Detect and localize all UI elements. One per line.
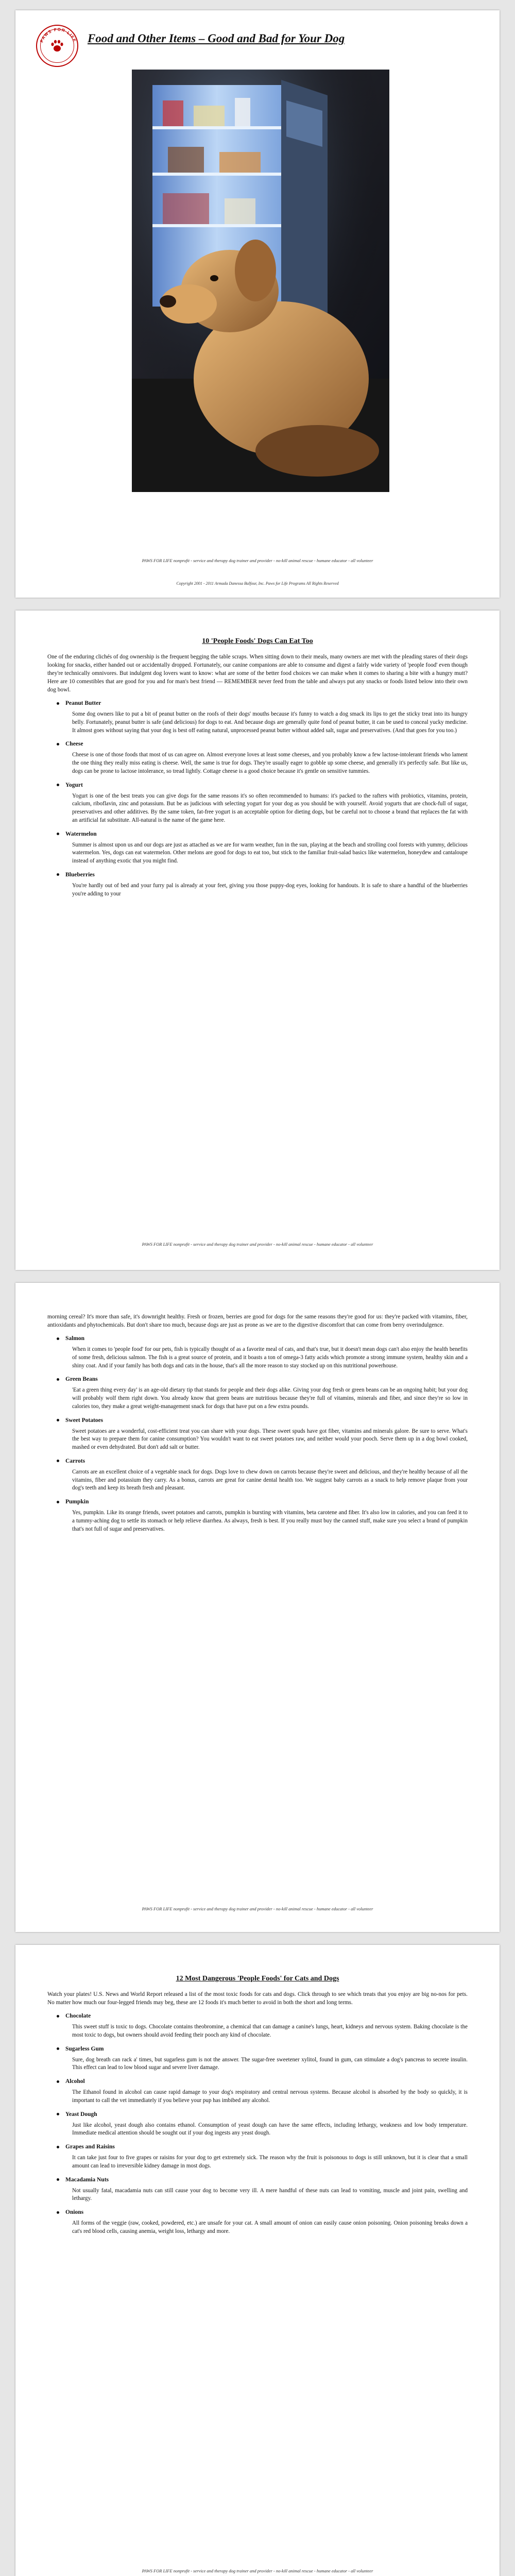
item-title: Alcohol: [65, 2078, 85, 2085]
item-title: Salmon: [65, 1335, 85, 1342]
item-text: The Ethanol found in alcohol can cause rapid damage to your dog's respiratory and central nervous systems. Because alcohol is absorbed by the body so quickly, it is important to call the vet immediately if you believe your pup has imbibed any alcohol.: [72, 2089, 468, 2104]
item-text: Just like alcohol, yeast dough also contains ethanol. Consumption of yeast dough can have the same effects, including lethargy, weakness and low body temperature. Immediate medical attention should be sought out if your dog ingests any yeast dough.: [72, 2122, 468, 2137]
dangerous-foods-list: [47, 2013, 468, 2236]
item-text: Carrots are an excellent choice of a vegetable snack for dogs. Dogs love to chew down on carrots because they're sweet and delicious, and they're healthy because of all the vitamins, fiber and potassium they carry. As a bonus, carrots are great for canine dental health too. We suggest baby carrots as a snack to help remove plaque from your dog's teeth and keep its breath fresh and pleasant.: [72, 1468, 468, 1492]
continued-paragraph: morning cereal? It's more than safe, it's downright healthy. Fresh or frozen, berries are good for dogs for the same reasons they're good for us: they're packed with vitamins, fiber, antioxidants and phytochemicals. But don't share too much, because dogs are just as prone as we are to the digestive discomfort that can come from berry overindulgence.: [47, 1314, 468, 1329]
bullet-icon: [57, 2178, 59, 2181]
svg-text:PAWS FOR LIFE: PAWS FOR LIFE: [39, 27, 77, 43]
list-item: [57, 2078, 468, 2105]
copyright-notice: Copyright 2001 - 2011 Armada Danessa Balfour, Inc. Paws for Life Programs All Rights Reserved: [176, 581, 339, 586]
list-item: [57, 2177, 468, 2204]
list-item: [57, 2013, 468, 2040]
item-title: Sweet Potatoes: [65, 1417, 104, 1423]
list-item: [57, 741, 468, 775]
page-footer: PAWS FOR LIFE nonprofit - service and therapy dog trainer and provider - no-kill animal rescue - humane educator - all volunteer: [142, 558, 373, 563]
bullet-icon: [57, 2047, 59, 2050]
item-title: Macadamia Nuts: [65, 2176, 109, 2183]
list-item: [57, 2209, 468, 2236]
safe-foods-list: [47, 700, 468, 898]
bullet-icon: [57, 873, 59, 876]
list-item: [57, 872, 468, 899]
item-text: Sweet potatoes are a wonderful, cost-efficient treat you can share with your dogs. These sweet spuds have got fiber, vitamins and minerals galore. Be sure to serve. What's the best way to prepare them for canine consumption? You wouldn't want to eat sweet potatoes raw, and neither would your pooch. Serve them up in a dog bowl cooked, mashed or even dehydrated. But don't add salt or butter.: [72, 1428, 468, 1451]
document-page-1: [15, 10, 500, 598]
item-text: When it comes to 'people food' for our pets, fish is typically thought of as a favorite meal of cats, and that's true, but it doesn't mean dogs can't also enjoy the health benefits of some fresh, delicious salmon. The fish is a great source of protein, and it boasts a ton of omega-3 fatty acids which promote a strong immune system, healthy skin and a shiny coat. And if your family has both dogs and cats in the house, that's all the more reason to stay stocked up on this nutritional powerhouse.: [72, 1346, 468, 1369]
item-title: Watermelon: [65, 831, 97, 837]
bullet-icon: [57, 1460, 59, 1462]
list-item: [57, 1376, 468, 1411]
item-text: Some dog owners like to put a bit of peanut butter on the roofs of their dogs' mouths because it's funny to watch a dog smack its lips to get the sticky treat into its hungry belly. Fortunately, peanut butter is safe (and delicious) for dogs to eat. And because dogs are generally quite fond of peanut butter, it can be used to conceal yucky medicine. It almost goes without saying that your dog is best off eating natural, unprocessed peanut butter without added salt, sugar and preservatives. (And that goes for you too.): [72, 711, 468, 734]
item-title: Onions: [65, 2209, 84, 2216]
list-item: [57, 2111, 468, 2138]
item-title: Yeast Dough: [65, 2111, 97, 2117]
list-item: [57, 2144, 468, 2171]
bullet-icon: [57, 1337, 59, 1340]
bullet-icon: [57, 1501, 59, 1503]
list-item: [57, 1499, 468, 1533]
list-item: [57, 1458, 468, 1493]
document-page-2: [15, 611, 500, 1270]
bullet-icon: [57, 784, 59, 786]
item-title: Green Beans: [65, 1376, 98, 1383]
item-title: Blueberries: [65, 871, 95, 878]
item-title: Chocolate: [65, 2013, 91, 2020]
item-title: Sugarless Gum: [65, 2045, 104, 2052]
bullet-icon: [57, 2211, 59, 2214]
item-text: You're hardly out of bed and your furry pal is already at your feet, giving you those puppy-dog eyes, looking for handouts. It is safe to share a handful of the blueberries you're adding to your: [72, 882, 468, 897]
paw-icon: [49, 38, 65, 54]
item-text: Yogurt is one of the best treats you can give dogs for the same reasons it's so often recommended to humans: it's packed to the rafters with probiotics, vitamins, protein, calcium, riboflavin, zinc and potassium. But be as judicious with selecting yogurt for your dog as you should be with yourself. Avoid yogurts that are chock-full of sugar, preservatives and other additives. By the same token, fat-free yogurt is an acceptable option for dieting dogs, but be careful not to choose a brand that replaces the fat with an artificial fat substitute. All-natural is the name of the game here.: [72, 792, 468, 823]
safe-foods-list-continued: [47, 1335, 468, 1533]
bullet-icon: [57, 2080, 59, 2083]
paws-for-life-logo: [36, 25, 78, 67]
document-page-4: [15, 1945, 500, 2576]
item-title: Grapes and Raisins: [65, 2144, 115, 2150]
item-text: Yes, pumpkin. Like its orange friends, sweet potatoes and carrots, pumpkin is bursting with vitamins, beta carotene and fiber. It's also low in calories, and you can feed it to a tummy-aching dog to settle its stomach or help relieve diarrhea. As always, fresh is best. If you really must buy the canned stuff, make sure you select a brand of pumpkin that's not full of sugar and preservatives.: [72, 1510, 468, 1532]
item-text: All forms of the veggie (raw, cooked, powdered, etc.) are unsafe for your cat. A small amount of onion can easily cause onion poisoning. Onion poisoning breaks down a cat's red blood cells, causing anemia, weight loss, lethargy and more.: [72, 2220, 468, 2234]
item-text: This sweet stuff is toxic to dogs. Chocolate contains theobromine, a chemical that can damage a canine's lungs, heart, kidneys and nervous system. Baking chocolate is the most toxic to dogs, but owners should avoid feeding their pooch any kind of chocolate.: [72, 2024, 468, 2038]
item-title: Peanut Butter: [65, 700, 101, 707]
list-item: [57, 782, 468, 825]
page-footer: PAWS FOR LIFE nonprofit - service and therapy dog trainer and provider - no-kill animal rescue - humane educator - all volunteer: [142, 1242, 373, 1247]
item-text: Not usually fatal, macadamia nuts can still cause your dog to become very ill. A mere handful of these nuts can lead to vomiting, muscle and joint pain, swelling and lethargy.: [72, 2187, 468, 2202]
list-item: [57, 2046, 468, 2073]
intro-paragraph: Watch your plates! U.S. News and World Report released a list of the most toxic foods for cats and dogs. Click through to see which treats that you enjoy are big no-nos for pets. No matter how much our four-legged friends may beg, these are 12 foods it's much better to avoid in both the short and long terms.: [47, 1991, 468, 2006]
item-text: 'Eat a green thing every day' is an age-old dietary tip that stands for people and their dogs alike. Giving your dog fresh or green beans can be an ongoing habit; but your dog will probably wolf them right down. You already know that green beans are nutritious because they're full of vitamins, minerals and fiber, and since they're so low in calories too, they make a great weight-management snack for dogs that have put on a few extra pounds.: [72, 1387, 468, 1410]
document-page-3: [15, 1283, 500, 1932]
bullet-icon: [57, 1378, 59, 1381]
bullet-icon: [57, 833, 59, 835]
bullet-icon: [57, 2146, 59, 2148]
section-heading-safe-foods: 10 'People Foods' Dogs Can Eat Too: [202, 637, 313, 645]
bullet-icon: [57, 2113, 59, 2115]
bullet-icon: [57, 743, 59, 745]
item-title: Cheese: [65, 741, 83, 748]
list-item: [57, 831, 468, 866]
item-title: Pumpkin: [65, 1499, 89, 1505]
item-title: Carrots: [65, 1458, 85, 1464]
document-title: Food and Other Items – Good and Bad for Your Dog: [88, 32, 345, 45]
item-title: Yogurt: [65, 782, 83, 788]
item-text: Sure, dog breath can rack a' times, but sugarless gum is not the answer. The sugar-free sweetener xylitol, found in gum, can stimulate a dog's pancreas to secrete insulin. This effect can lead to low blood sugar and severe liver damage.: [72, 2056, 468, 2071]
page-footer: PAWS FOR LIFE nonprofit - service and therapy dog trainer and provider - no-kill animal rescue - humane educator - all volunteer: [142, 2568, 373, 2573]
list-item: [57, 700, 468, 735]
dog-at-refrigerator-photo: [132, 70, 389, 492]
list-item: [57, 1417, 468, 1452]
bullet-icon: [57, 2015, 59, 2018]
page-footer: PAWS FOR LIFE nonprofit - service and therapy dog trainer and provider - no-kill animal rescue - humane educator - all volunteer: [142, 1906, 373, 1911]
item-text: It can take just four to five grapes or raisins for your dog to get extremely sick. The reason why the fruit is poisonous to dogs is still unknown, but it is clear that a small amount can lead to irreversible kidney damage in most dogs.: [72, 2155, 468, 2169]
item-text: Summer is almost upon us and our dogs are just as attached as we are for warm weather, fun in the sun, playing at the beach and strolling cool forests with yummy, delicious watermelon. Yes, dogs can eat watermelon. Other melons are good for dogs to eat too, but stick to the familiar fruit-salad basics like watermelon, honeydew and cantaloupe instead of anything exotic that you might find.: [72, 841, 468, 865]
intro-paragraph: One of the enduring clichés of dog ownership is the frequent begging the table scraps. When sitting down to their meals, many owners are met with the pleading stares of their dogs looking for snacks, either handed out or accidentally dropped. Fortunately, our canine companions are able to consume and digest a fairly wide variety of 'people food' even though they're technically omnivores. But indulgent dog lovers want to know: what are some of the better food choices we can make when it comes to sharing a bite with a hungry mutt? Here are 10 comestibles that are good for you and for man's best friend — REMEMBER never feed from the table and always put any snacks or foods listed below into their own dog bowl.: [47, 654, 468, 693]
list-item: [57, 1335, 468, 1370]
section-heading-dangerous-foods: 12 Most Dangerous 'People Foods' for Cats and Dogs: [176, 1975, 339, 1982]
bullet-icon: [57, 1419, 59, 1421]
item-text: Cheese is one of those foods that most of us can agree on. Almost everyone loves at least some cheeses, and you probably know a few lactose-intolerant friends who lament the one thing they really miss eating is cheese. Well, the same is true for dogs. They're usually eager to gobble up some cheese, and generally it's perfectly safe. But like us, dogs can be prone to lactose intolerance, so tread lightly. Cottage cheese is a good choice because it's gentle on sensitive tummies.: [72, 752, 468, 774]
bullet-icon: [57, 702, 59, 705]
